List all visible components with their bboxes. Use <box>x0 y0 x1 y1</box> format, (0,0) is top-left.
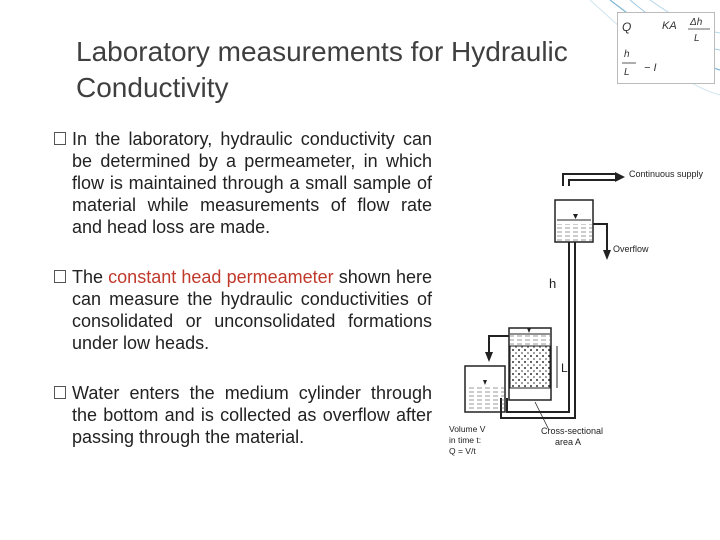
bullet-text-before: The <box>72 267 109 287</box>
bullet-text-after: shown here can measure the hydraulic conductivities of consolidated or unconsolidated formations under low heads. <box>72 267 432 353</box>
slide-title: Laboratory measurements for Hydraulic Conductivity <box>76 36 568 103</box>
bullet-marker <box>54 386 66 399</box>
darcy-formula-box <box>617 12 715 84</box>
l-label: L <box>561 361 568 375</box>
bullet-text: Water enters the medium cylinder through the bottom and is collected as overflow after passing through the material. <box>72 383 432 447</box>
continuous-supply-label: Continuous supply <box>629 169 704 179</box>
cross-section-label-2: area A <box>555 437 582 447</box>
bullet-marker <box>54 132 66 145</box>
volume-label-3: Q = V/t <box>449 446 476 456</box>
formula-l2: L <box>624 67 630 78</box>
bullet-item-3 <box>54 382 432 448</box>
supply-arrow <box>615 172 625 182</box>
volume-label-2: in time t: <box>449 435 482 445</box>
porous-sample <box>510 346 550 388</box>
cross-section-label-1: Cross-sectional <box>541 426 604 436</box>
bullet-marker <box>54 270 66 283</box>
bullet-text: In the laboratory, hydraulic conductivity can be determined by a permeameter, in which flow is maintained through a small sample of material while measurements of flow rate and head loss are made. <box>72 129 432 237</box>
volume-label-1: Volume V <box>449 424 486 434</box>
formula-q: Q <box>622 20 632 34</box>
upper-reservoir-water <box>556 224 592 241</box>
overflow-label: Overflow <box>613 244 649 254</box>
formula-dh: Δh <box>690 17 703 28</box>
h-label: h <box>549 276 557 291</box>
bullet-list <box>54 128 432 476</box>
formula-l: L <box>694 33 700 44</box>
formula-h: h <box>624 49 630 60</box>
bullet-item-1 <box>54 128 432 238</box>
formula-ka: KA <box>662 20 677 32</box>
permeameter-diagram <box>445 150 704 480</box>
bullet-item-2 <box>54 266 432 354</box>
formula-minus-i: − I <box>644 62 657 74</box>
bullet-highlight: constant head permeameter <box>108 267 334 287</box>
